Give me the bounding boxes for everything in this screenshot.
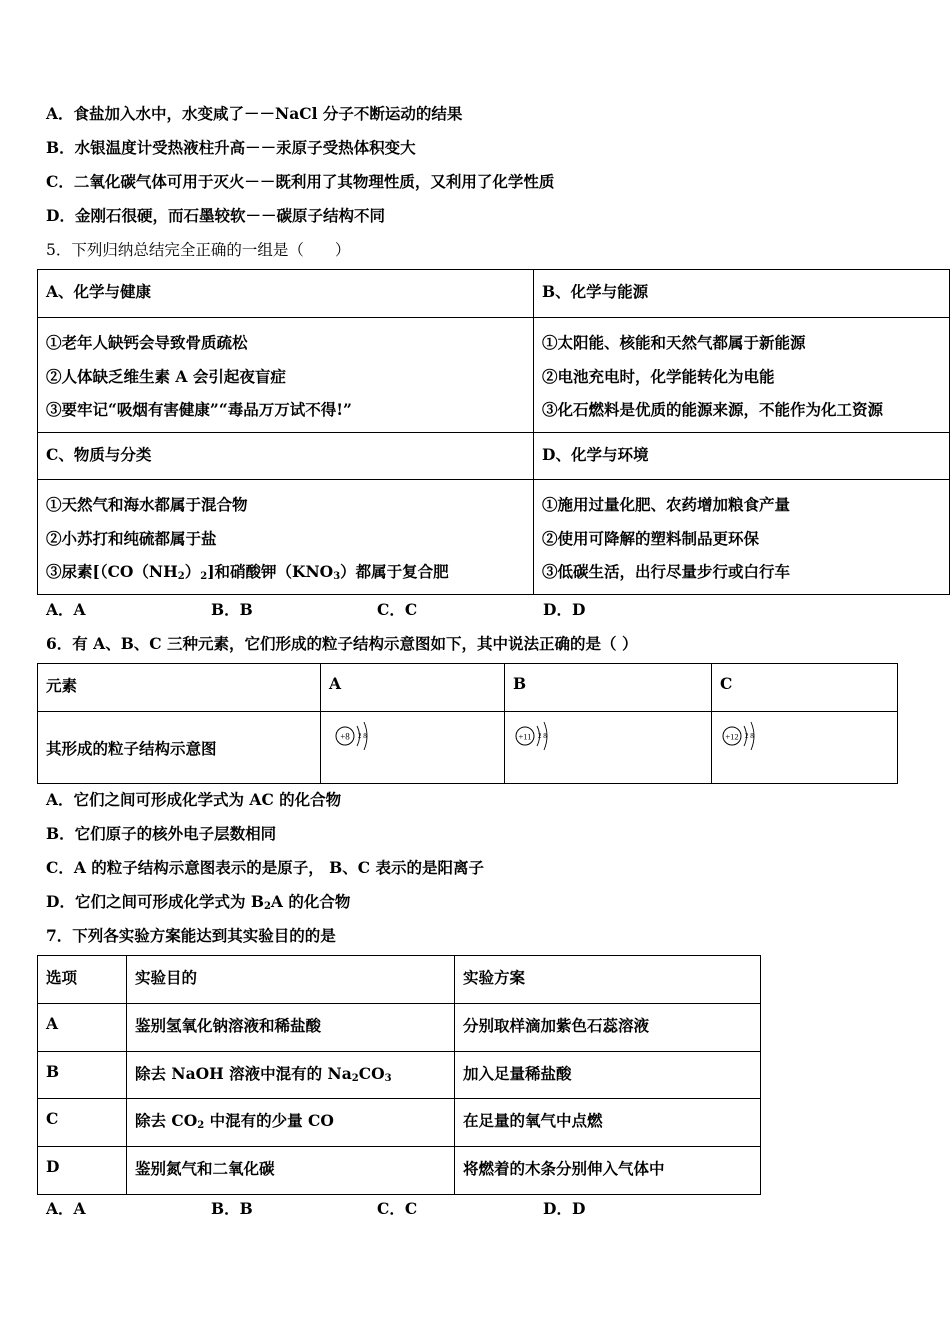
q5-group-a-title: A、化学与健康: [38, 270, 534, 318]
q7-answer-choices: [46, 1197, 646, 1217]
q6-header-a: A: [321, 664, 505, 712]
q6-header-element: 元素: [38, 664, 321, 712]
atom-diagram-c: [720, 718, 770, 754]
q5-group-b-title: B、化学与能源: [534, 270, 950, 318]
q7-row-b-plan: 加入足量稀盐酸: [455, 1052, 761, 1099]
q7-row-a-goal: 鉴别氢氧化钠溶液和稀盐酸: [127, 1004, 455, 1052]
q5-answer-c[interactable]: C．C: [377, 600, 418, 619]
q5-d-item-1: ①施用过量化肥、农药增加粮食产量: [542, 495, 791, 514]
q5-b-item-1: ①太阳能、核能和天然气都属于新能源: [542, 333, 806, 352]
q6-diagram-c-cell: [712, 712, 898, 784]
q7-row-c-goal: 除去 $CO_2$ 中混有的少量 CO: [127, 1099, 455, 1147]
q5-answer-d[interactable]: D．D: [543, 600, 586, 619]
q5-b-item-3: ③化石燃料是优质的能源来源，不能作为化工资源: [542, 400, 884, 419]
q7-header-goal: 实验目的: [127, 956, 455, 1004]
q7-answer-a[interactable]: A．A: [46, 1199, 86, 1218]
shell-electrons: 2 8: [745, 732, 754, 740]
q7-row-c-option: C: [38, 1099, 127, 1147]
q5-answer-choices: [46, 598, 646, 618]
q7-row-b-goal: 除去 NaOH 溶液中混有的 $Na_2CO_3$: [127, 1052, 455, 1099]
q5-group-d-title: D、化学与环境: [534, 433, 950, 480]
q4-option-d: D．金刚石很硬，而石墨较软－－碳原子结构不同: [46, 206, 385, 225]
q7-row-d-option: D: [38, 1147, 127, 1195]
q7-row-a-plan: 分别取样滴加紫色石蕊溶液: [455, 1004, 761, 1052]
nucleus-charge: +8: [340, 731, 350, 742]
q5-table: [37, 269, 950, 595]
q5-group-b-items: [534, 318, 950, 433]
q4-option-c: C．二氧化碳气体可用于灭火－－既利用了其物理性质，又利用了化学性质: [46, 172, 555, 191]
q5-answer-a[interactable]: A．A: [46, 600, 86, 619]
q7-row-b-option: B: [38, 1052, 127, 1099]
q5-a-item-3: ③要牢记“吸烟有害健康”“毒品万万试不得!”: [46, 400, 352, 419]
nucleus-charge: +12: [725, 731, 739, 742]
table-row: [38, 1099, 761, 1147]
q5-answer-b[interactable]: B．B: [211, 600, 253, 619]
q4-option-a: A．食盐加入水中，水变咸了－－NaCl 分子不断运动的结果: [46, 104, 463, 123]
q7-row-d-goal: 鉴别氮气和二氧化碳: [127, 1147, 455, 1195]
q5-c-item-1: ①天然气和海水都属于混合物: [46, 495, 248, 514]
q5-group-d-items: [534, 480, 950, 595]
q6-diagram-a-cell: [321, 712, 505, 784]
q6-header-b: B: [505, 664, 712, 712]
q7-answer-b[interactable]: B．B: [211, 1199, 253, 1218]
q7-header-plan: 实验方案: [455, 956, 761, 1004]
q7-row-c-plan: 在足量的氧气中点燃: [455, 1099, 761, 1147]
q7-answer-d[interactable]: D．D: [543, 1199, 586, 1218]
q5-a-item-1: ①老年人缺钙会导致骨质疏松: [46, 333, 248, 352]
table-row: [38, 1004, 761, 1052]
q5-a-item-2: ②人体缺乏维生素 A 会引起夜盲症: [46, 366, 286, 386]
shell-electrons: 2 8: [358, 732, 367, 740]
atom-diagram-b: [513, 718, 563, 754]
q6-option-d[interactable]: D．它们之间可形成化学式为 $B_2A$ 的化合物: [46, 892, 351, 912]
q6-option-c[interactable]: C．A 的粒子结构示意图表示的是原子， B、C 表示的是阳离子: [46, 858, 484, 877]
q6-option-a[interactable]: A．它们之间可形成化学式为 AC 的化合物: [46, 790, 342, 809]
shell-electrons: 2 8: [538, 732, 547, 740]
q5-c-item-2: ②小苏打和纯硫都属于盐: [46, 528, 217, 548]
q7-stem: 7．下列各实验方案能达到其实验目的的是: [46, 926, 336, 945]
q5-d-item-2: ②使用可降解的塑料制品更环保: [542, 528, 760, 548]
q6-option-b[interactable]: B．它们原子的核外电子层数相同: [46, 824, 277, 843]
q5-group-c-items: [38, 480, 534, 595]
q5-c-item-3: ③尿素[$(CO(NH_2)_2]$和硝酸钾$(KNO_3)$都属于复合肥: [46, 562, 449, 582]
q6-table: [37, 663, 898, 784]
q6-diagram-b-cell: [505, 712, 712, 784]
q5-b-item-2: ②电池充电时，化学能转化为电能: [542, 366, 775, 386]
q6-stem: 6．有 A、B、C 三种元素，它们形成的粒子结构示意图如下，其中说法正确的是（ ）: [46, 634, 638, 653]
q5-group-c-title: C、物质与分类: [38, 433, 534, 480]
table-row: [38, 1052, 761, 1099]
q7-header-option: 选项: [38, 956, 127, 1004]
q5-d-item-3: ③低碳生活，出行尽量步行或白行车: [542, 562, 791, 581]
table-row: [38, 1147, 761, 1195]
q7-row-a-option: A: [38, 1004, 127, 1052]
q5-group-a-items: [38, 318, 534, 433]
q6-row-label: 其形成的粒子结构示意图: [38, 712, 321, 784]
atom-diagram-a: [333, 718, 383, 754]
q7-table: [37, 955, 761, 1195]
q7-answer-c[interactable]: C．C: [377, 1199, 418, 1218]
q7-row-d-plan: 将燃着的木条分别伸入气体中: [455, 1147, 761, 1195]
q6-header-c: C: [712, 664, 898, 712]
q5-stem: 5．下列归纳总结完全正确的一组是（ ）: [46, 241, 351, 259]
q4-option-b: B．水银温度计受热液柱升高－－汞原子受热体积变大: [46, 138, 416, 157]
nucleus-charge: +11: [518, 731, 532, 742]
